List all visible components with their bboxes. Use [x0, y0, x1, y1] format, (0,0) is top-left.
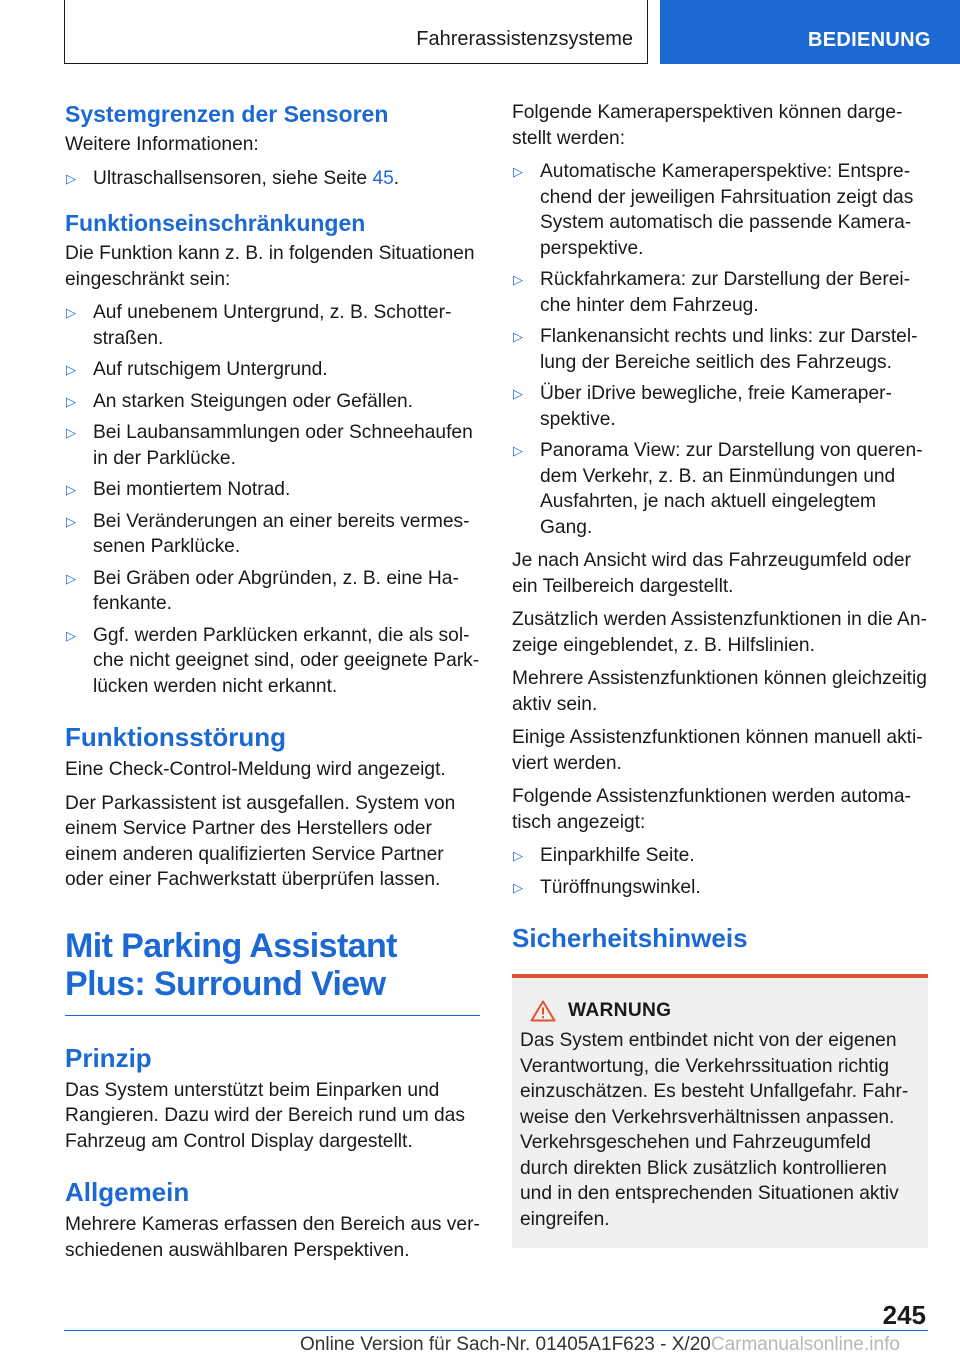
left-column: [65, 100, 480, 1271]
warning-triangle-icon: [530, 1000, 556, 1022]
header-chapter-tab[interactable]: [660, 0, 960, 64]
sensor-limits-list: [65, 166, 480, 192]
page-link[interactable]: 45: [372, 167, 394, 189]
list-item: [512, 159, 928, 261]
chapter-title: Mit Parking Assistant Plus: Surround View: [65, 926, 397, 1003]
assist-overlay-paragraph: Zusätzlich werden Assistenzfunktionen in die Anzeige eingeblendet, z. B. Hilfslinien.: [512, 609, 927, 656]
list-item: [65, 623, 480, 700]
principle-text: Das System unterstützt beim Einparken und Rangieren. Dazu wird der Bereich rund um das Fahrzeug am Control Display dargestellt.: [65, 1079, 465, 1152]
perspectives-list: [512, 159, 928, 540]
triangle-bullet-icon: ▷: [513, 443, 523, 458]
auto-functions-list: [512, 843, 928, 900]
general-heading: Allgemein: [65, 1177, 190, 1207]
footer-divider: [64, 1330, 928, 1331]
page-number: 245: [882, 1300, 926, 1330]
triangle-bullet-icon: ▷: [66, 305, 76, 320]
function-fault-heading: Funktionsstörung: [65, 722, 286, 752]
title-divider: [65, 1015, 480, 1016]
triangle-bullet-icon: ▷: [66, 513, 76, 529]
triangle-bullet-icon: ▷: [513, 879, 523, 895]
triangle-bullet-icon: ▷: [66, 482, 76, 497]
list-item-text: An starken Steigungen oder Gefällen.: [93, 390, 414, 412]
triangle-bullet-icon: ▷: [513, 164, 523, 179]
triangle-bullet-icon: ▷: [513, 272, 523, 287]
sensor-limits-heading: Systemgrenzen der Sensoren: [65, 101, 389, 127]
triangle-bullet-icon: ▷: [66, 425, 76, 440]
list-item-end: .: [393, 167, 400, 189]
header-chapter-title: BEDIENUNG: [808, 29, 931, 51]
list-item-text: Ggf. werden Parklücken erkannt, die als solche nicht geeignet sind, oder geeignete Parklücken werden nicht erkannt.: [93, 624, 480, 697]
list-item: [65, 509, 480, 560]
list-item-text: Über iDrive bewegliche, freie Kameraperspektive.: [540, 383, 892, 430]
sensor-limits-intro: Weitere Informationen:: [65, 134, 259, 155]
function-limits-list: [65, 300, 480, 699]
triangle-bullet-icon: ▷: [66, 170, 76, 186]
list-item: [65, 357, 480, 383]
triangle-bullet-icon: ▷: [66, 570, 76, 586]
list-item-text: Türöffnungswinkel.: [540, 876, 701, 898]
assist-manual-paragraph: Einige Assistenzfunktionen können manuell aktiviert werden.: [512, 727, 923, 774]
function-fault-message: Eine Check-Control-Meldung wird angezeigt.: [65, 759, 446, 780]
list-item: [512, 875, 928, 901]
list-item: [65, 300, 480, 351]
list-item-text: Bei Laubansammlungen oder Schneehaufen in der Parklücke.: [93, 422, 473, 469]
list-item: [512, 381, 928, 432]
list-item: [512, 267, 928, 318]
view-paragraph: Je nach Ansicht wird das Fahrzeugumfeld oder ein Teilbereich dargestellt.: [512, 550, 911, 597]
safety-heading: Sicherheitshinweis: [512, 923, 748, 953]
triangle-bullet-icon: ▷: [513, 386, 523, 401]
list-item: [65, 166, 480, 192]
list-item-text: Auf unebenem Untergrund, z. B. Schotterstraßen.: [93, 302, 452, 349]
list-item-text: Bei montiertem Notrad.: [93, 479, 291, 500]
list-item: [65, 566, 480, 617]
general-text: Mehrere Kameras erfassen den Bereich aus verschiedenen auswählbaren Perspektiven.: [65, 1214, 480, 1261]
footer-online-version: Online Version für Sach-Nr. 01405A1F623 - X/20: [300, 1334, 711, 1355]
list-item: [65, 389, 480, 415]
principle-heading: Prinzip: [65, 1042, 152, 1073]
list-item-text: Einparkhilfe Seite.: [540, 845, 695, 866]
list-item-text: Auf rutschigem Untergrund.: [93, 359, 328, 380]
triangle-bullet-icon: ▷: [513, 848, 523, 863]
list-item-text: Ultraschallsensoren, siehe Seite: [93, 167, 373, 189]
header-section-title: Fahrerassistenzsysteme: [416, 28, 633, 50]
list-item-text: Bei Veränderungen an einer bereits vermessenen Parklücke.: [93, 510, 470, 557]
assist-simultaneous-paragraph: Mehrere Assistenzfunktionen können gleichzeitig aktiv sein.: [512, 668, 927, 715]
list-item-text: Bei Gräben oder Abgründen, z. B. eine Hafenkante.: [93, 567, 459, 614]
warning-text: Das System entbindet nicht von der eigenen Verantwortung, die Verkehrssituation richtig einzuschätzen. Es besteht Unfallgefahr. Fahrweise den Verkehrsverhältnissen anpassen. Verkehrsgeschehen und Fahrzeugumfeld durch direkten Blick zusätzlich kontrollieren und in den entsprechenden Situationen aktiv eingreifen.: [520, 1030, 909, 1230]
function-limits-intro: Die Funktion kann z. B. in folgenden Situationen eingeschränkt sein:: [65, 243, 475, 290]
perspectives-intro: Folgende Kameraperspektiven können dargestellt werden:: [512, 102, 903, 149]
triangle-bullet-icon: ▷: [513, 329, 523, 344]
list-item: [65, 477, 480, 503]
function-fault-instructions: Der Parkassistent ist ausgefallen. System von einem Service Partner des Herstellers oder einem anderen qualifizierten Service Partner oder einer Fachwerkstatt überprüfen lassen.: [65, 792, 456, 890]
header-section-box: [64, 0, 648, 64]
assist-auto-intro: Folgende Assistenzfunktionen werden automatisch angezeigt:: [512, 786, 911, 833]
list-item: [512, 438, 928, 540]
list-item-text: Rückfahrkamera: zur Darstellung der Bereiche hinter dem Fahrzeug.: [540, 269, 911, 316]
triangle-bullet-icon: ▷: [66, 362, 76, 377]
list-item: [512, 843, 928, 869]
right-column: [512, 100, 928, 1248]
list-item: [512, 324, 928, 375]
list-item-text: Automatische Kameraperspektive: Entsprechend der jeweiligen Fahrsituation zeigt das System automatisch die passende Kameraperspektive.: [540, 161, 914, 259]
warning-header: [530, 1000, 920, 1022]
warning-title: WARNUNG: [568, 1000, 672, 1021]
triangle-bullet-icon: ▷: [66, 393, 76, 409]
triangle-bullet-icon: ▷: [66, 627, 76, 643]
function-limits-heading: Funktionseinschränkungen: [65, 210, 366, 236]
warning-box: [512, 974, 928, 1248]
footer-line: [300, 1334, 900, 1356]
footer-watermark: Carmanualsonline.info: [710, 1334, 900, 1355]
list-item: [65, 420, 480, 471]
list-item-text: Flankenansicht rechts und links: zur Darstellung der Bereiche seitlich des Fahrzeugs.: [540, 326, 918, 373]
list-item-text: Panorama View: zur Darstellung von querendem Verkehr, z. B. an Einmündungen und Ausfahrten, je nach aktuell eingelegtem Gang.: [540, 440, 923, 538]
